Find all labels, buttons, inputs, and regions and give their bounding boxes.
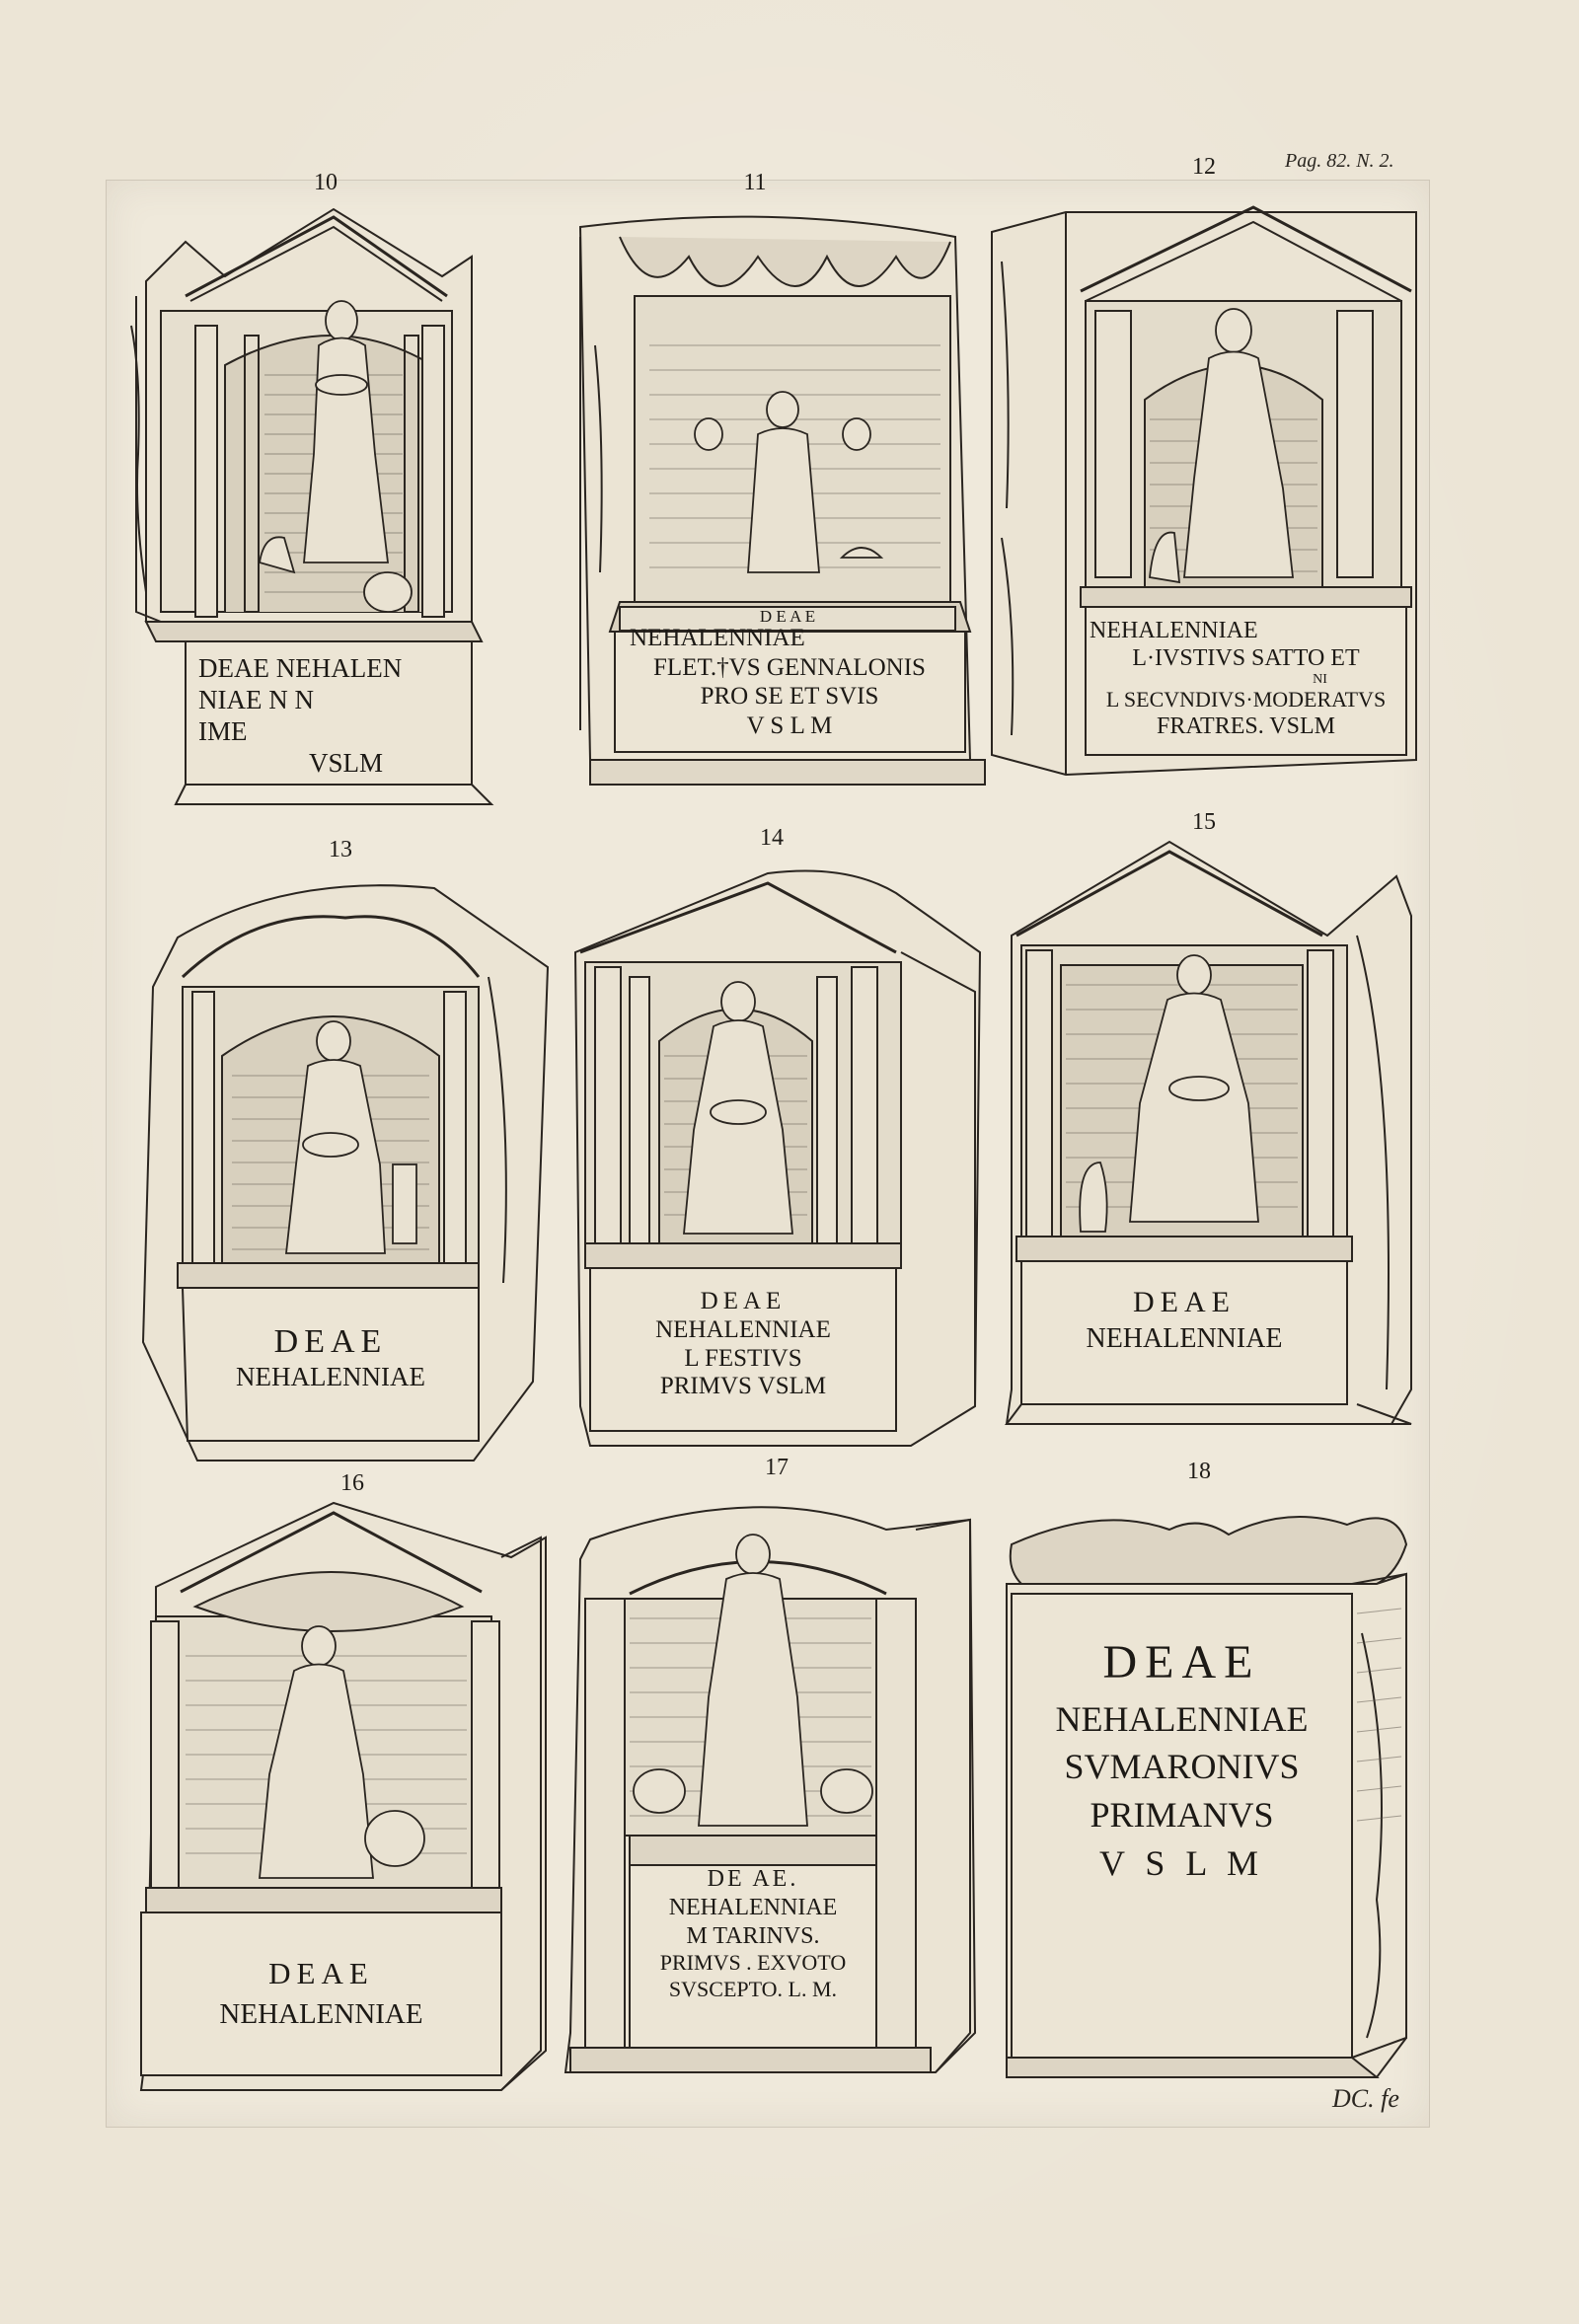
inscription-line: NIAE N N <box>198 684 314 714</box>
altar-number-15: 15 <box>1192 809 1216 835</box>
inscription-line: L FESTIVS <box>684 1344 802 1372</box>
inscription-line: DEAE <box>268 1956 374 1990</box>
inscription-line: IME <box>198 715 248 746</box>
inscription-line: NEHALENNIAE <box>655 1315 831 1343</box>
altar-number-12: 12 <box>1192 154 1216 180</box>
altar-16-inscription <box>141 1952 501 2035</box>
altar-number-11: 11 <box>743 170 767 195</box>
inscription-line: NEHALENNIAE <box>1090 618 1258 643</box>
inscription-line: DEAE <box>1133 1286 1236 1318</box>
inscription-line: DEAE <box>1102 1636 1261 1688</box>
page-reference: Pag. 82. N. 2. <box>1285 150 1394 172</box>
altar-13 <box>138 868 553 1475</box>
inscription-line: DE AE. <box>707 1866 799 1892</box>
inscription-line: NEHALENNIAE <box>630 625 805 651</box>
inscription-line: PRO SE ET SVIS <box>700 683 879 710</box>
altar-12-inscription <box>1086 617 1406 740</box>
inscription-line: FRATRES. VSLM <box>1157 712 1335 739</box>
inscription-line: NEHALENNIAE <box>236 1362 425 1392</box>
altar-number-16: 16 <box>340 1470 364 1496</box>
altar-13-inscription <box>183 1322 479 1393</box>
altar-18 <box>1002 1485 1416 2087</box>
engraver-signature: DC. fe <box>1332 2084 1399 2113</box>
altar-15 <box>1002 837 1416 1449</box>
inscription-line: SVMARONIVS <box>1064 1747 1300 1787</box>
altar-number-18: 18 <box>1187 1459 1211 1484</box>
altar-14-inscription <box>590 1288 896 1401</box>
altar-12 <box>987 183 1421 799</box>
inscription-line: NEHALENNIAE <box>668 1894 838 1920</box>
altar-14 <box>570 854 985 1451</box>
inscription-line: VSLM <box>309 747 384 778</box>
inscription-line: DEAE NEHALEN <box>198 653 403 683</box>
inscription-line: M TARINVS. <box>686 1922 820 1949</box>
altar-16 <box>136 1498 551 2095</box>
inscription-line: PRIMVS VSLM <box>659 1373 827 1400</box>
altar-number-10: 10 <box>314 170 338 195</box>
altar-18-inscription <box>1012 1631 1352 1887</box>
altar-number-14: 14 <box>760 825 784 851</box>
altar-11 <box>561 197 995 809</box>
inscription-line: DEAE <box>273 1323 388 1360</box>
altar-11-inscription <box>622 624 957 740</box>
inscription-line: SVSCEPTO. L. M. <box>668 1976 838 2001</box>
inscription-line: V S L M <box>746 712 833 739</box>
inscription-line: PRIMVS . EXVOTO <box>659 1950 847 1976</box>
inscription-line: L·IVSTIVS SATTO ET <box>1132 645 1360 672</box>
inscription-line: V S L M <box>1098 1842 1265 1883</box>
altar-11-base-label: D E A E <box>759 607 816 626</box>
inscription-line: NEHALENNIAE <box>1086 1323 1283 1354</box>
inscription-line: DEAE <box>700 1288 787 1314</box>
inscription-line: NI <box>1313 671 1327 687</box>
inscription-line: NEHALENNIAE <box>1055 1698 1309 1739</box>
inscription-line: PRIMANVS <box>1090 1794 1274 1835</box>
altar-15-inscription <box>1021 1283 1347 1357</box>
altar-10-inscription <box>190 653 467 779</box>
altar-17 <box>561 1480 980 2087</box>
inscription-line: FLET.†VS GENNALONIS <box>653 653 926 681</box>
altar-10 <box>116 197 531 809</box>
inscription-line: NEHALENNIAE <box>219 1998 423 2031</box>
altar-17-inscription <box>625 1865 881 2002</box>
inscription-line: L SECVNDIVS·MODERATVS <box>1105 686 1387 712</box>
altar-number-17: 17 <box>765 1455 789 1480</box>
altar-number-13: 13 <box>329 837 352 862</box>
